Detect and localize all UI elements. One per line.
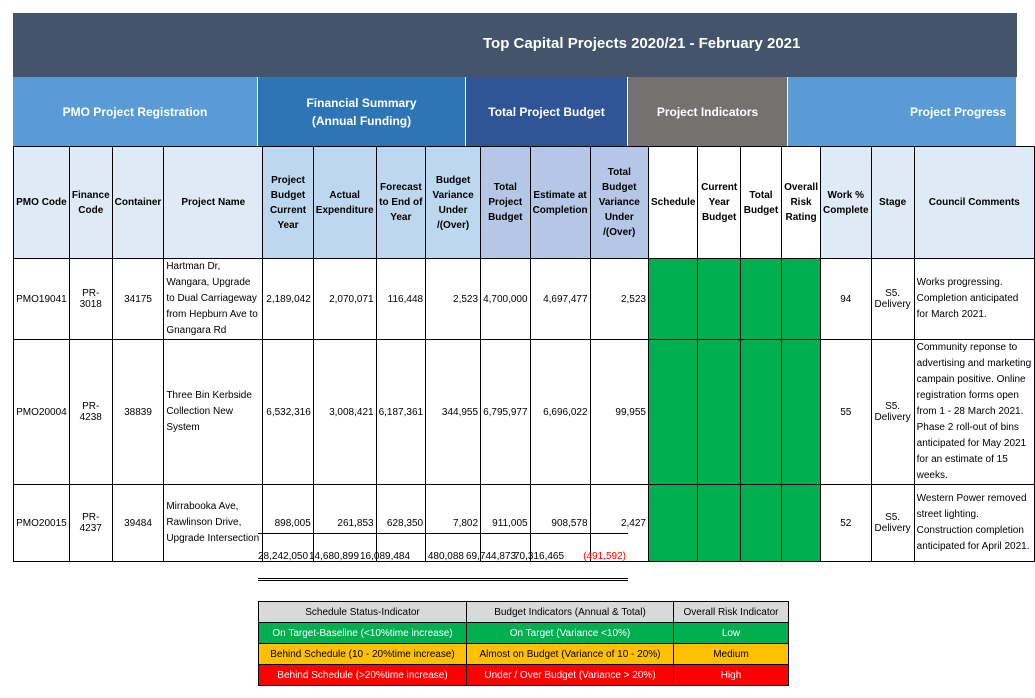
legend-row-amber <box>259 644 789 665</box>
risk-indicator <box>782 340 821 485</box>
total-project-budget: 69,744,873 <box>466 550 517 562</box>
group-total-project-budget: Total Project Budget <box>466 77 628 146</box>
cell-council-comments: Western Power removed street lighting. Construction completion anticipated for April 2021. <box>914 485 1034 562</box>
current-year-budget-indicator <box>698 340 740 485</box>
cell-work-complete: 94 <box>820 259 871 340</box>
table-row <box>14 259 1035 340</box>
cell-actual-expenditure: 3,008,421 <box>313 340 376 485</box>
col-council-comments: Council Comments <box>914 147 1034 259</box>
group-project-indicators: Project Indicators <box>628 77 788 146</box>
cell-work-complete: 52 <box>820 485 871 562</box>
total-budget-indicator <box>740 340 781 485</box>
cell-container: 34175 <box>112 259 164 340</box>
cell-project-name: Mirrabooka Ave, Rawlinson Drive, Upgrade Intersection <box>164 485 263 562</box>
indicator-legend <box>258 601 789 686</box>
cell-budget-variance: 7,802 <box>426 485 481 562</box>
col-budget-variance: Budget Variance Under /(Over) <box>426 147 481 259</box>
total-budget-indicator <box>740 485 781 562</box>
cell-work-complete: 55 <box>820 340 871 485</box>
col-budget-current-year: Project Budget Current Year <box>263 147 314 259</box>
total-budget-current-year: 28,242,050 <box>258 550 309 562</box>
cell-pmo-code: PMO20004 <box>14 340 70 485</box>
col-container: Container <box>112 147 164 259</box>
legend-budget: Almost on Budget (Variance of 10 - 20%) <box>467 644 674 665</box>
current-year-budget-indicator <box>698 485 740 562</box>
legend-row-red <box>259 665 789 686</box>
cell-pmo-code: PMO20015 <box>14 485 70 562</box>
col-estimate-completion: Estimate at Completion <box>530 147 590 259</box>
cell-council-comments: Community reponse to advertising and marketing campain positive. Online registration forms open from 1 - 28 March 2021. Phase 2 roll-out of bins anticipated for May 2021 for an estimate of 15 weeks. <box>914 340 1034 485</box>
cell-finance-code: PR-3018 <box>69 259 112 340</box>
col-total-project-budget: Total Project Budget <box>481 147 531 259</box>
schedule-indicator <box>649 485 698 562</box>
legend-schedule: Behind Schedule (10 - 20%time increase) <box>259 644 467 665</box>
legend-schedule: On Target-Baseline (<10%time increase) <box>259 623 467 644</box>
legend-budget: On Target (Variance <10%) <box>467 623 674 644</box>
cell-estimate-completion: 4,697,477 <box>530 259 590 340</box>
cell-project-name: Hartman Dr, Wangara, Upgrade to Dual Carriageway from Hepburn Ave to Gnangara Rd <box>164 259 263 340</box>
legend-row-green <box>259 623 789 644</box>
col-current-year-budget: Current Year Budget <box>698 147 740 259</box>
cell-budget-variance: 2,523 <box>426 259 481 340</box>
col-schedule: Schedule <box>649 147 698 259</box>
col-forecast-eoy: Forecast to End of Year <box>376 147 426 259</box>
cell-budget-current-year: 898,005 <box>263 485 314 562</box>
col-total-budget: Total Budget <box>740 147 781 259</box>
table-row <box>14 340 1035 485</box>
schedule-indicator <box>649 259 698 340</box>
cell-finance-code: PR-4237 <box>69 485 112 562</box>
cell-total-budget-variance: 2,523 <box>590 259 648 340</box>
legend-header-budget: Budget Indicators (Annual & Total) <box>467 602 674 623</box>
cell-total-project-budget: 4,700,000 <box>481 259 531 340</box>
col-finance-code: Finance Code <box>69 147 112 259</box>
total-budget-variance: 480,088 <box>427 550 464 562</box>
cell-forecast-eoy: 116,448 <box>376 259 426 340</box>
col-work-complete: Work % Complete <box>820 147 871 259</box>
cell-estimate-completion: 908,578 <box>530 485 590 562</box>
col-stage: Stage <box>871 147 914 259</box>
legend-budget: Under / Over Budget (Variance > 20%) <box>467 665 674 686</box>
total-actual-expenditure: 14,680,899 <box>309 550 360 562</box>
cell-forecast-eoy: 6,187,361 <box>376 340 426 485</box>
legend-risk: High <box>674 665 789 686</box>
projects-table <box>13 146 1035 562</box>
cell-forecast-eoy: 628,350 <box>376 485 426 562</box>
cell-total-project-budget: 6,795,977 <box>481 340 531 485</box>
legend-header-row <box>259 602 789 623</box>
cell-estimate-completion: 6,696,022 <box>530 340 590 485</box>
legend-risk: Low <box>674 623 789 644</box>
legend-header-risk: Overall Risk Indicator <box>674 602 789 623</box>
group-pmo-registration: PMO Project Registration <box>13 77 258 146</box>
group-financial-summary: Financial Summary (Annual Funding) <box>258 77 466 146</box>
cell-stage: S5. Delivery <box>871 485 914 562</box>
total-forecast-eoy: 16,089,484 <box>360 550 411 562</box>
risk-indicator <box>782 485 821 562</box>
col-pmo-code: PMO Code <box>14 147 70 259</box>
col-overall-risk: Overall Risk Rating <box>782 147 821 259</box>
report-title: Top Capital Projects 2020/21 - February 2021 <box>483 35 801 52</box>
cell-budget-current-year: 2,189,042 <box>263 259 314 340</box>
cell-actual-expenditure: 261,853 <box>313 485 376 562</box>
cell-total-budget-variance: 2,427 <box>590 485 648 562</box>
cell-stage: S5. Delivery <box>871 259 914 340</box>
legend-schedule: Behind Schedule (>20%time increase) <box>259 665 467 686</box>
col-actual-expenditure: Actual Expenditure <box>313 147 376 259</box>
cell-stage: S5. Delivery <box>871 340 914 485</box>
risk-indicator <box>782 259 821 340</box>
total-estimate-completion: 70,316,465 <box>514 550 565 562</box>
legend-risk: Medium <box>674 644 789 665</box>
cell-pmo-code: PMO19041 <box>14 259 70 340</box>
cell-total-budget-variance: 99,955 <box>590 340 648 485</box>
cell-actual-expenditure: 2,070,071 <box>313 259 376 340</box>
cell-finance-code: PR-4238 <box>69 340 112 485</box>
col-total-budget-variance: Total Budget Variance Under /(Over) <box>590 147 648 259</box>
total-budget-variance-overall: (491,592) <box>583 550 626 562</box>
column-header-row <box>14 147 1035 259</box>
report-title-bar <box>13 13 1017 77</box>
cell-budget-variance: 344,955 <box>426 340 481 485</box>
cell-total-project-budget: 911,005 <box>481 485 531 562</box>
cell-container: 38839 <box>112 340 164 485</box>
cell-project-name: Three Bin Kerbside Collection New System <box>164 340 263 485</box>
legend-header-schedule: Schedule Status-Indicator <box>259 602 467 623</box>
schedule-indicator <box>649 340 698 485</box>
cell-council-comments: Works progressing. Completion anticipated for March 2021. <box>914 259 1034 340</box>
cell-container: 39484 <box>112 485 164 562</box>
current-year-budget-indicator <box>698 259 740 340</box>
col-project-name: Project Name <box>164 147 263 259</box>
totals-row <box>258 533 628 581</box>
total-budget-indicator <box>740 259 781 340</box>
group-project-progress: Project Progress <box>788 77 1017 146</box>
cell-budget-current-year: 6,532,316 <box>263 340 314 485</box>
